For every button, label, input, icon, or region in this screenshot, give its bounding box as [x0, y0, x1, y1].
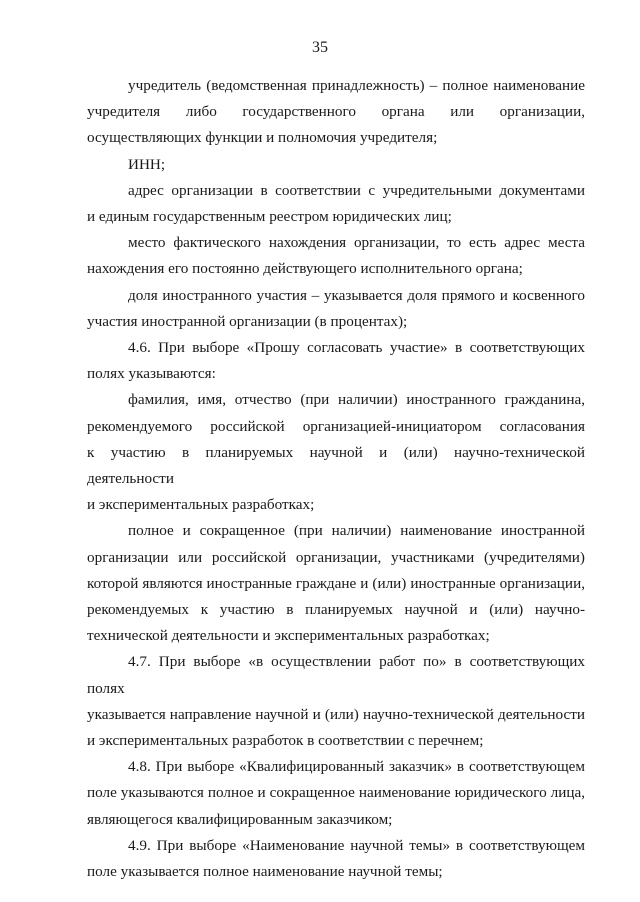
paragraph — [87, 178, 585, 230]
text-line: адрес организации в соответствии с учредительными документами — [128, 181, 585, 199]
text-line: учредителя либо государственного органа или организации, — [87, 103, 585, 121]
text-line: рекомендуемых к участию в планируемых научной и (или) научно- — [87, 601, 585, 619]
paragraph — [87, 833, 585, 885]
document-body — [87, 73, 585, 885]
paragraph — [87, 335, 585, 387]
text-line: поле указывается полное наименование научной темы; — [87, 863, 443, 881]
text-line: ИНН; — [128, 155, 166, 173]
text-line: доля иностранного участия – указывается доля прямого и косвенного — [128, 286, 585, 304]
paragraph — [87, 754, 585, 833]
text-line: и экспериментальных разработок в соответствии с перечнем; — [87, 732, 484, 750]
paragraph — [87, 518, 585, 649]
text-line: к участию в планируемых научной и (или) научно-технической деятельности — [87, 443, 585, 488]
paragraph — [87, 73, 585, 152]
text-line: 4.6. При выборе «Прошу согласовать участие» в соответствующих — [128, 339, 585, 357]
text-line: место фактического нахождения организации, то есть адрес места — [128, 234, 585, 252]
text-line: и экспериментальных разработках; — [87, 496, 315, 514]
text-line: 4.9. При выборе «Наименование научной темы» в соответствующем — [128, 836, 585, 854]
text-line: осуществляющих функции и полномочия учредителя; — [87, 129, 438, 147]
paragraph — [87, 387, 585, 518]
text-line: участия иностранной организации (в процентах); — [87, 312, 408, 330]
text-line: 4.8. При выборе «Квалифицированный заказчик» в соответствующем — [128, 758, 585, 776]
page-number: 35 — [312, 39, 328, 56]
text-line: являющегося квалифицированным заказчиком; — [87, 810, 393, 828]
text-line: нахождения его постоянно действующего исполнительного органа; — [87, 260, 523, 278]
text-line: полях указываются: — [87, 365, 216, 383]
text-line: и единым государственным реестром юридических лиц; — [87, 208, 452, 226]
text-line: полное и сокращенное (при наличии) наименование иностранной — [128, 522, 585, 540]
text-line: указывается направление научной и (или) научно-технической деятельности — [87, 705, 585, 723]
paragraph — [87, 230, 585, 282]
paragraph — [87, 649, 585, 754]
text-line: учредитель (ведомственная принадлежность) – полное наименование — [128, 77, 585, 94]
text-line: технической деятельности и экспериментальных разработках; — [87, 627, 490, 645]
text-line: которой являются иностранные граждане и (или) иностранные организации, — [87, 574, 585, 592]
paragraph — [87, 152, 585, 178]
text-line: поле указываются полное и сокращенное наименование юридического лица, — [87, 784, 585, 802]
text-line: фамилия, имя, отчество (при наличии) иностранного гражданина, — [128, 391, 585, 409]
text-line: рекомендуемого российской организацией-инициатором согласования — [87, 417, 585, 435]
paragraph — [87, 283, 585, 335]
text-line: 4.7. При выборе «в осуществлении работ по» в соответствующих полях — [87, 653, 585, 697]
text-line: организации или российской организации, участниками (учредителями) — [87, 548, 585, 566]
